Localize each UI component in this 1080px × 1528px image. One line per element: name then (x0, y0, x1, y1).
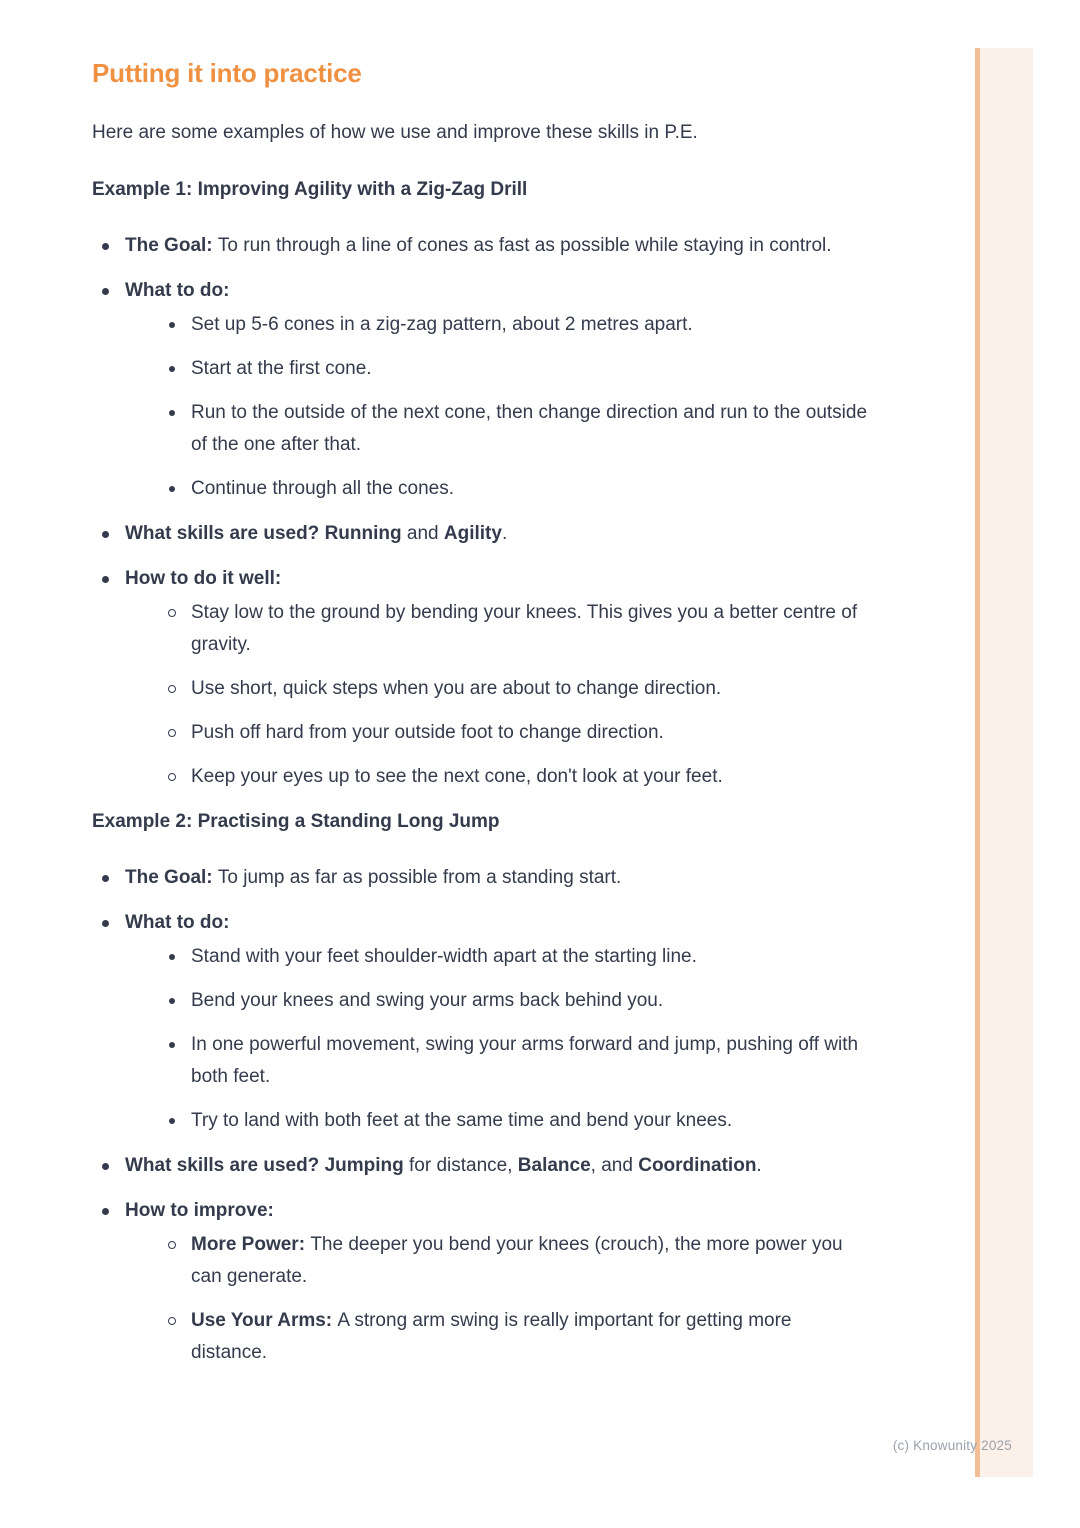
list-item (158, 597, 870, 661)
list-item-text: Keep your eyes up to see the next cone, don't look at your feet. (191, 766, 723, 787)
list-item (158, 761, 870, 793)
list-item (158, 1229, 870, 1293)
bullet-icon (102, 243, 109, 250)
list-item-goal (92, 230, 870, 262)
list-item-text: How to do it well: (125, 568, 282, 589)
list-item-text: What to do: (125, 280, 230, 301)
list-item-text: Stand with your feet shoulder-width apart at the starting line. (191, 946, 697, 967)
bullet-icon (169, 1118, 175, 1124)
list-item-text: Continue through all the cones. (191, 478, 455, 499)
list-item-how-to-do-it-well (92, 563, 870, 793)
list-item-text: What to do: (125, 912, 230, 933)
bullet-icon (102, 875, 109, 882)
list-item (158, 985, 870, 1017)
example-1-list (92, 230, 870, 793)
bullet-icon (169, 1042, 175, 1048)
bullet-icon (102, 1208, 109, 1215)
list-item-text: Push off hard from your outside foot to change direction. (191, 722, 664, 743)
list-item (158, 717, 870, 749)
list-item-text: What skills are used? Jumping for distance, Balance, and Coordination. (125, 1155, 762, 1176)
tips-list (158, 1229, 870, 1369)
circle-bullet-icon (168, 685, 176, 693)
circle-bullet-icon (168, 773, 176, 781)
bullet-icon (169, 322, 175, 328)
list-item-goal (92, 862, 870, 894)
bullet-icon (102, 1163, 109, 1170)
circle-bullet-icon (168, 729, 176, 737)
list-item (158, 1305, 870, 1369)
list-item-skills (92, 518, 870, 550)
list-item-text: The Goal: To run through a line of cones as fast as possible while staying in control. (125, 235, 832, 256)
list-item (158, 353, 870, 385)
list-item-text: How to improve: (125, 1200, 274, 1221)
example-2-heading: Example 2: Practising a Standing Long Jump (92, 811, 500, 832)
list-item-text: Try to land with both feet at the same time and bend your knees. (191, 1110, 733, 1131)
list-item-text: Use short, quick steps when you are about to change direction. (191, 678, 722, 699)
list-item (158, 473, 870, 505)
list-item (158, 397, 870, 461)
steps-list (158, 941, 870, 1137)
example-1-heading: Example 1: Improving Agility with a Zig-Zag Drill (92, 179, 528, 200)
circle-bullet-icon (168, 1317, 176, 1325)
list-item-what-to-do (92, 275, 870, 505)
bullet-icon (169, 410, 175, 416)
list-item (158, 309, 870, 341)
bullet-icon (102, 920, 109, 927)
bullet-icon (169, 486, 175, 492)
bullet-icon (169, 998, 175, 1004)
bullet-icon (102, 531, 109, 538)
list-item-text: Stay low to the ground by bending your knees. This gives you a better centre of gravity. (191, 602, 858, 655)
copyright-text: (c) Knowunity 2025 (892, 1438, 1012, 1453)
list-item-text: What skills are used? Running and Agility. (125, 523, 508, 544)
list-item (158, 941, 870, 973)
page-title: Putting it into practice (92, 58, 362, 88)
list-item (158, 673, 870, 705)
list-item-text: In one powerful movement, swing your arms forward and jump, pushing off with both feet. (191, 1034, 859, 1087)
bullet-icon (169, 954, 175, 960)
list-item-how-to-improve (92, 1195, 870, 1369)
list-item-skills (92, 1150, 870, 1182)
circle-bullet-icon (168, 1241, 176, 1249)
intro-text: Here are some examples of how we use and improve these skills in P.E. (92, 122, 698, 143)
steps-list (158, 309, 870, 505)
list-item (158, 1105, 870, 1137)
list-item (158, 1029, 870, 1093)
list-item-what-to-do (92, 907, 870, 1137)
list-item-text: More Power: The deeper you bend your knees (crouch), the more power you can generate. (191, 1234, 843, 1287)
list-item-text: Use Your Arms: A strong arm swing is really important for getting more distance. (191, 1310, 792, 1363)
list-item-text: Set up 5-6 cones in a zig-zag pattern, about 2 metres apart. (191, 314, 693, 335)
example-2-list (92, 862, 870, 1369)
tips-list (158, 597, 870, 793)
list-item-text: Start at the first cone. (191, 358, 372, 379)
bullet-icon (102, 288, 109, 295)
bullet-icon (169, 366, 175, 372)
bullet-icon (102, 576, 109, 583)
list-item-text: Bend your knees and swing your arms back behind you. (191, 990, 664, 1011)
list-item-text: The Goal: To jump as far as possible from a standing start. (125, 867, 622, 888)
list-item-text: Run to the outside of the next cone, then change direction and run to the outside of the one after that. (191, 402, 868, 455)
circle-bullet-icon (168, 609, 176, 617)
